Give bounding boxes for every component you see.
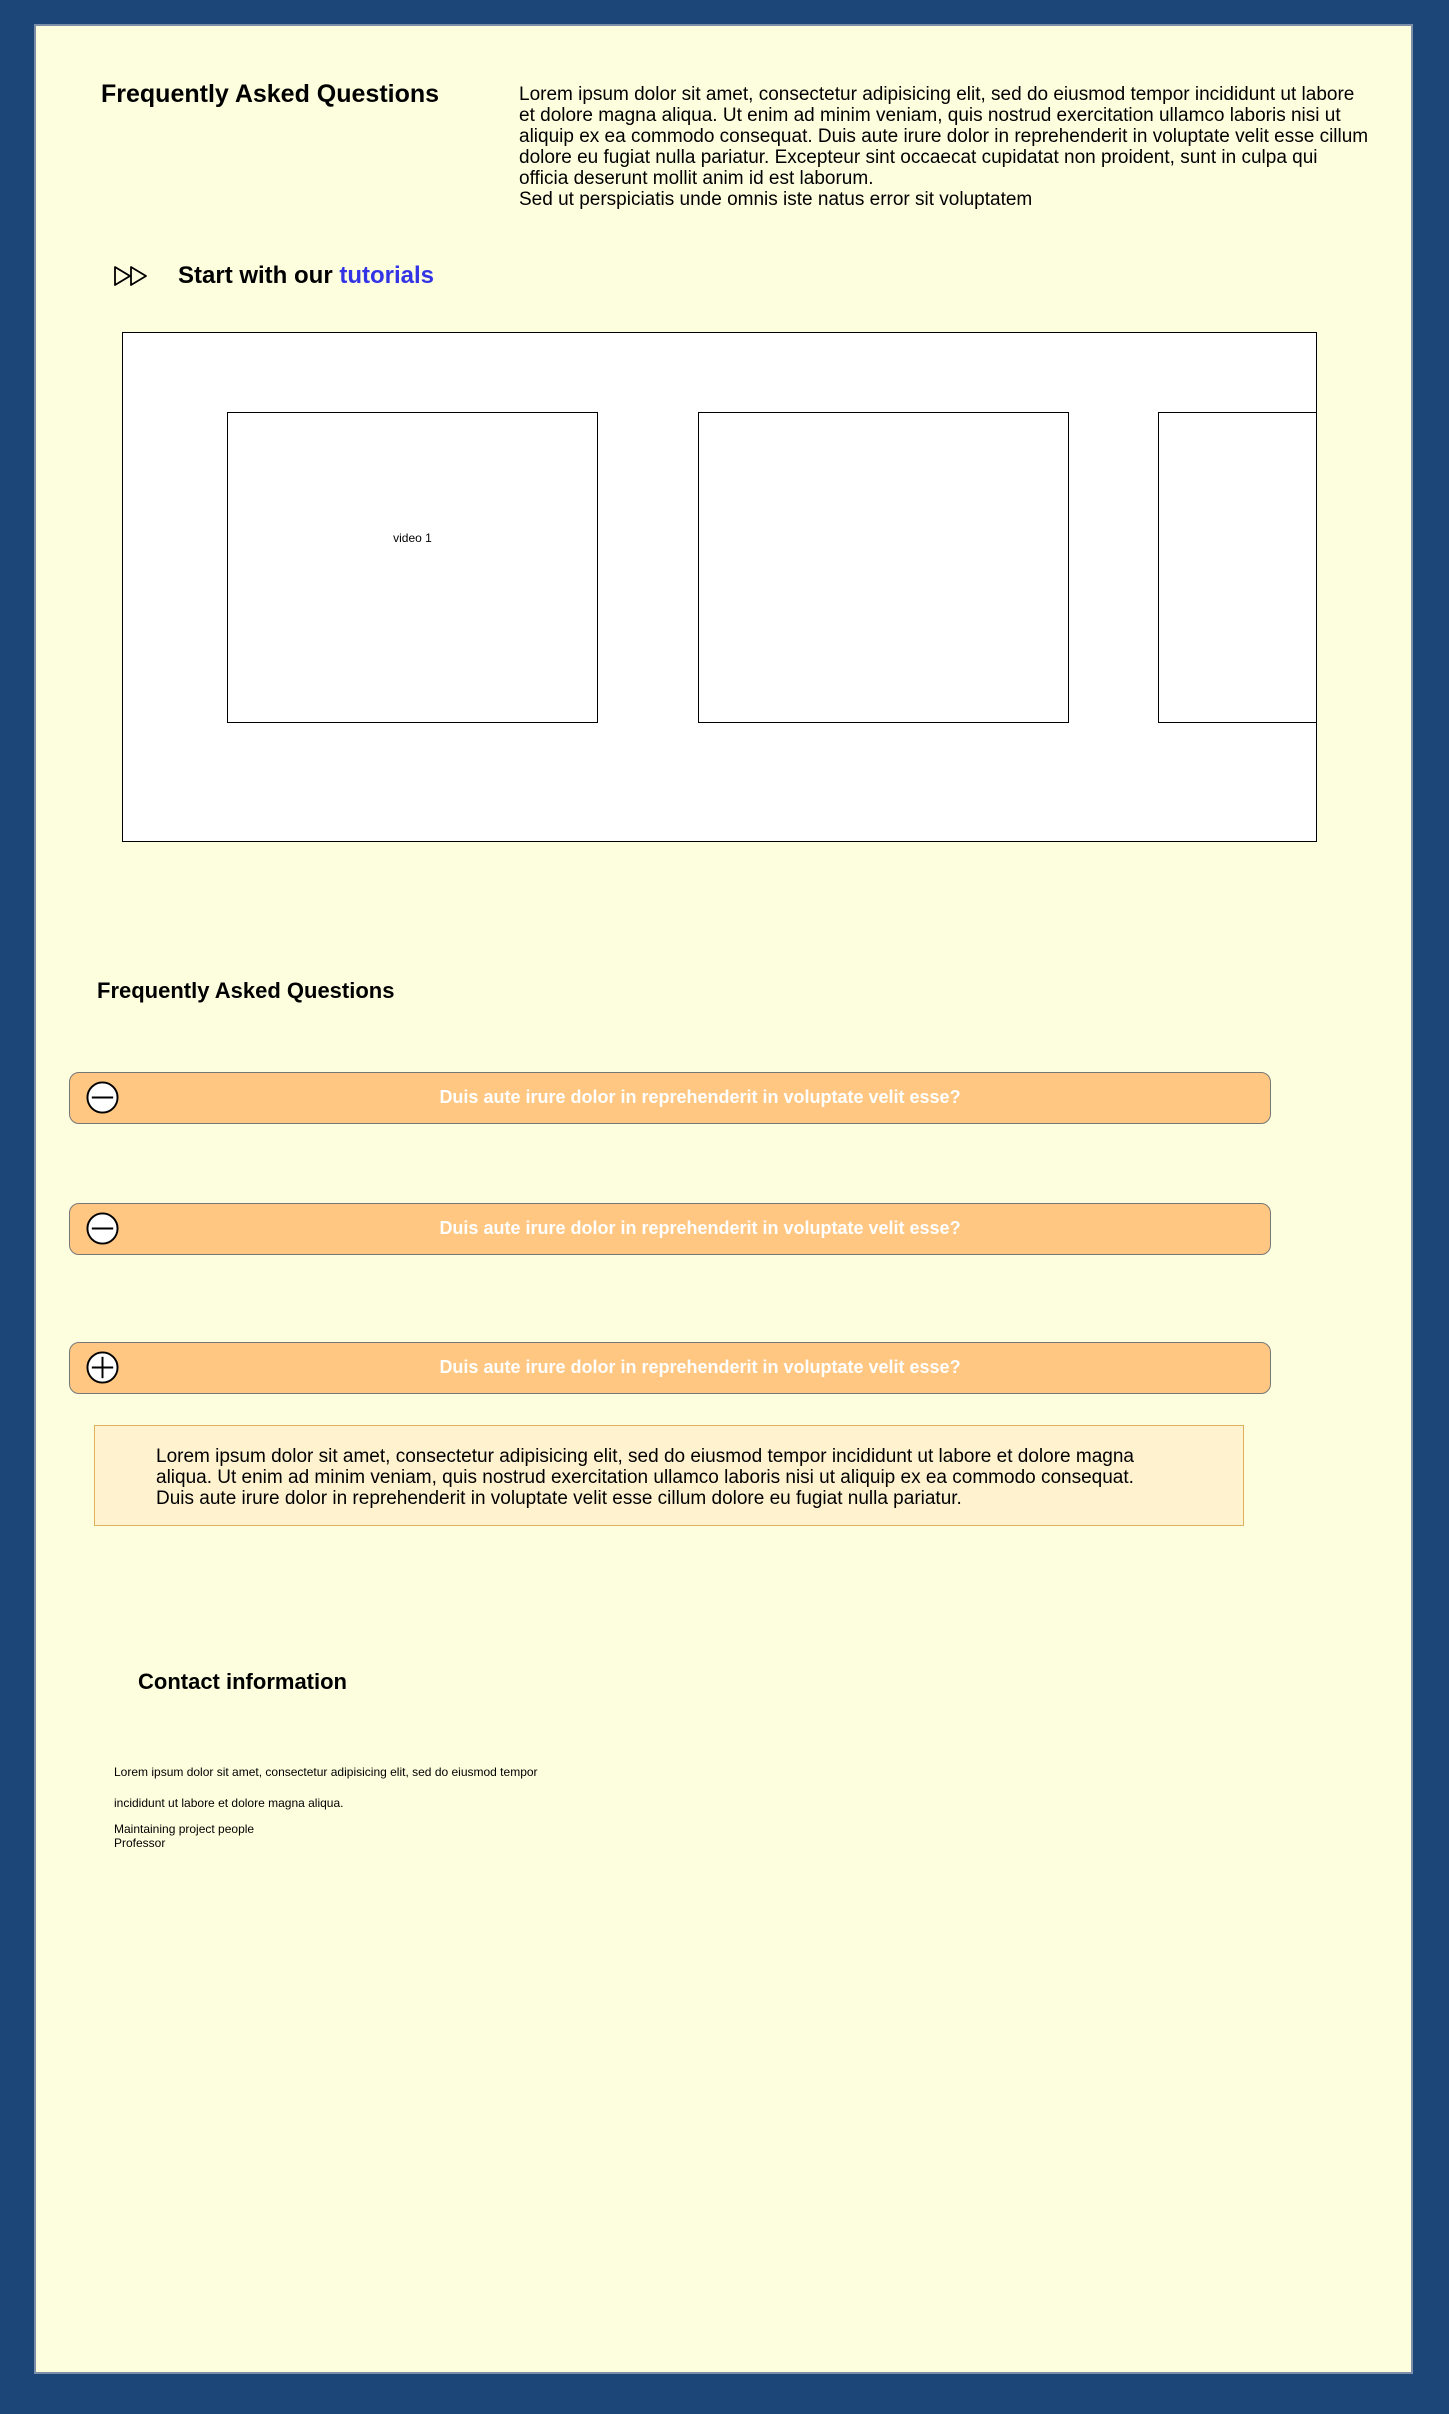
tutorials-prefix: Start with our	[178, 262, 340, 289]
contact-line-4: Professor	[114, 1836, 166, 1850]
plus-circle-icon[interactable]	[86, 1351, 119, 1384]
page-title: Frequently Asked Questions	[101, 80, 440, 108]
contact-title: Contact information	[138, 1669, 347, 1694]
faq-answer-panel: Lorem ipsum dolor sit amet, consectetur adipisicing elit, sed do eiusmod tempor incididunt ut labore et dolore magna aliqua. Ut enim ad minim veniam, quis nostrud exercitation ullamco laboris nisi ut aliquip ex ea commodo consequat. Duis aute irure dolor in reprehenderit in voluptate velit esse cillum dolore eu fugiat nulla pariatur.	[94, 1425, 1244, 1526]
page-container	[34, 24, 1413, 2374]
video-card-1[interactable]	[227, 412, 598, 723]
minus-circle-icon[interactable]	[86, 1081, 119, 1114]
contact-line-2: incididunt ut labore et dolore magna aliqua.	[114, 1796, 344, 1810]
intro-paragraph: Lorem ipsum dolor sit amet, consectetur adipisicing elit, sed do eiusmod tempor incididunt ut labore et dolore magna aliqua. Ut enim ad minim veniam, quis nostrud exercitation ullamco laboris nisi ut aliquip ex ea commodo consequat. Duis aute irure dolor in reprehenderit in voluptate velit esse cillum dolore eu fugiat nulla pariatur. Excepteur sint occaecat cupidatat non proident, sunt in culpa qui officia deserunt mollit anim id est laborum.	[519, 84, 1369, 189]
tutorials-link[interactable]: tutorials	[339, 262, 435, 289]
faq-question-1[interactable]	[69, 1072, 1271, 1124]
contact-line-1: Lorem ipsum dolor sit amet, consectetur adipisicing elit, sed do eiusmod tempor	[114, 1765, 538, 1779]
contact-line-3: Maintaining project people	[114, 1822, 255, 1836]
video-carousel[interactable]	[122, 332, 1317, 842]
faq-question-text: Duis aute irure dolor in reprehenderit in voluptate velit esse?	[439, 1218, 961, 1238]
video-card-2[interactable]	[698, 412, 1069, 723]
intro-line-2: Sed ut perspiciatis unde omnis iste natus error sit voluptatem	[519, 189, 1033, 210]
contact-info	[114, 1757, 594, 1850]
tutorials-header	[114, 256, 434, 296]
faq-title: Frequently Asked Questions	[97, 978, 395, 1003]
tutorials-heading	[178, 262, 434, 290]
fast-forward-icon	[114, 265, 148, 287]
video-label: video 1	[393, 531, 432, 545]
faq-question-text: Duis aute irure dolor in reprehenderit in voluptate velit esse?	[439, 1357, 961, 1377]
faq-question-text: Duis aute irure dolor in reprehenderit in voluptate velit esse?	[439, 1087, 961, 1107]
faq-question-3[interactable]	[69, 1342, 1271, 1394]
intro-text	[519, 84, 1369, 210]
faq-question-2[interactable]	[69, 1203, 1271, 1255]
video-card-3[interactable]	[1158, 412, 1317, 723]
minus-circle-icon[interactable]	[86, 1212, 119, 1245]
